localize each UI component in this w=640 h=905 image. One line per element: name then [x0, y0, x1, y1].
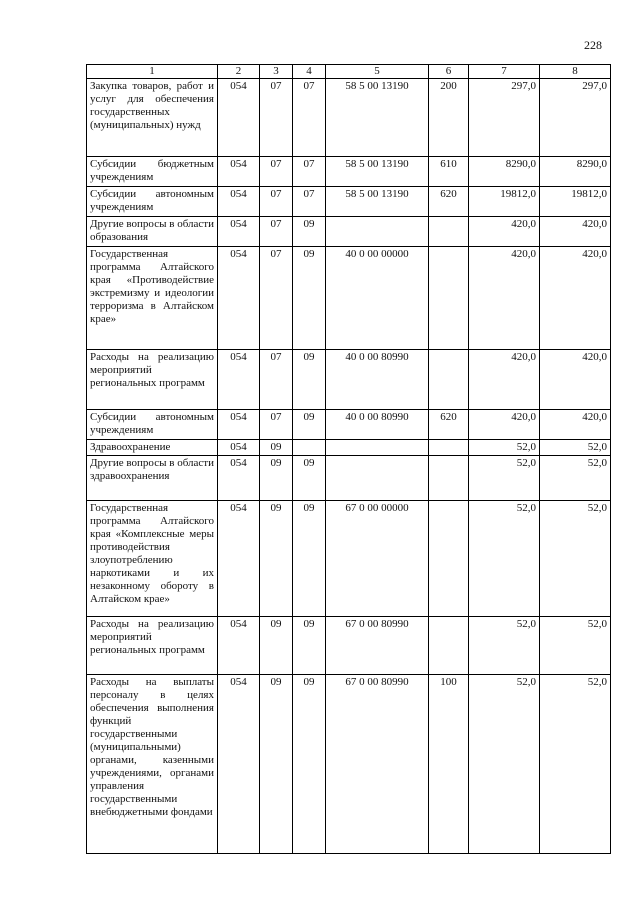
amount-2: 8290,0: [540, 157, 611, 187]
column-header: 5: [326, 65, 429, 79]
amount-2: 420,0: [540, 350, 611, 410]
section-code: 09: [260, 456, 293, 501]
column-header: 8: [540, 65, 611, 79]
expense-type-code: [429, 217, 469, 247]
target-article-code: 40 0 00 80990: [326, 350, 429, 410]
section-code: 07: [260, 79, 293, 157]
expense-type-code: 200: [429, 79, 469, 157]
table-row: [87, 79, 611, 157]
column-header: 1: [87, 65, 218, 79]
column-header: 7: [469, 65, 540, 79]
table-row: [87, 157, 611, 187]
amount-2: 52,0: [540, 456, 611, 501]
table-row: [87, 440, 611, 456]
item-name: Субсидии автономным учреждениям: [87, 187, 218, 217]
ministry-code: 054: [218, 501, 260, 617]
target-article-code: [326, 217, 429, 247]
ministry-code: 054: [218, 617, 260, 675]
expense-type-code: [429, 456, 469, 501]
amount-2: 52,0: [540, 675, 611, 854]
item-name: Государственная программа Алтайского края «Противодействие экстремизму и идеологии терроризма в Алтайском крае»: [87, 247, 218, 350]
section-code: 07: [260, 217, 293, 247]
amount-1: 420,0: [469, 247, 540, 350]
amount-2: 420,0: [540, 410, 611, 440]
subsection-code: 09: [293, 617, 326, 675]
ministry-code: 054: [218, 456, 260, 501]
target-article-code: [326, 456, 429, 501]
ministry-code: 054: [218, 247, 260, 350]
table-row: [87, 456, 611, 501]
expense-type-code: [429, 440, 469, 456]
ministry-code: 054: [218, 187, 260, 217]
page-number: 228: [584, 38, 602, 52]
table-row: [87, 187, 611, 217]
target-article-code: 67 0 00 80990: [326, 675, 429, 854]
expense-type-code: [429, 617, 469, 675]
amount-2: 52,0: [540, 501, 611, 617]
table-row: [87, 675, 611, 854]
amount-1: 52,0: [469, 456, 540, 501]
subsection-code: 09: [293, 350, 326, 410]
item-name: Другие вопросы в области образования: [87, 217, 218, 247]
amount-1: 52,0: [469, 501, 540, 617]
expense-type-code: [429, 247, 469, 350]
table-row: [87, 350, 611, 410]
ministry-code: 054: [218, 410, 260, 440]
expense-type-code: [429, 501, 469, 617]
subsection-code: 09: [293, 456, 326, 501]
column-header: 6: [429, 65, 469, 79]
section-code: 07: [260, 187, 293, 217]
column-header: 2: [218, 65, 260, 79]
amount-1: 420,0: [469, 217, 540, 247]
item-name: Субсидии автономным учреждениям: [87, 410, 218, 440]
ministry-code: 054: [218, 675, 260, 854]
amount-1: 420,0: [469, 410, 540, 440]
column-header: 4: [293, 65, 326, 79]
expense-type-code: 620: [429, 410, 469, 440]
amount-2: 420,0: [540, 217, 611, 247]
subsection-code: 09: [293, 247, 326, 350]
column-header: 3: [260, 65, 293, 79]
target-article-code: [326, 440, 429, 456]
table-row: [87, 617, 611, 675]
header-row: [87, 65, 611, 79]
subsection-code: [293, 440, 326, 456]
subsection-code: 07: [293, 79, 326, 157]
item-name: Расходы на реализацию мероприятий региональных программ: [87, 617, 218, 675]
expense-type-code: 610: [429, 157, 469, 187]
target-article-code: 40 0 00 00000: [326, 247, 429, 350]
ministry-code: 054: [218, 157, 260, 187]
section-code: 07: [260, 247, 293, 350]
target-article-code: 58 5 00 13190: [326, 157, 429, 187]
section-code: 07: [260, 157, 293, 187]
amount-1: 8290,0: [469, 157, 540, 187]
target-article-code: 67 0 00 00000: [326, 501, 429, 617]
section-code: 07: [260, 410, 293, 440]
target-article-code: 67 0 00 80990: [326, 617, 429, 675]
section-code: 09: [260, 617, 293, 675]
subsection-code: 09: [293, 410, 326, 440]
expense-type-code: 620: [429, 187, 469, 217]
item-name: Другие вопросы в области здравоохранения: [87, 456, 218, 501]
target-article-code: 58 5 00 13190: [326, 187, 429, 217]
amount-2: 52,0: [540, 440, 611, 456]
subsection-code: 09: [293, 501, 326, 617]
expense-type-code: [429, 350, 469, 410]
amount-1: 52,0: [469, 617, 540, 675]
amount-2: 297,0: [540, 79, 611, 157]
budget-table: [86, 64, 611, 854]
amount-2: 19812,0: [540, 187, 611, 217]
subsection-code: 09: [293, 675, 326, 854]
subsection-code: 07: [293, 187, 326, 217]
amount-2: 52,0: [540, 617, 611, 675]
table-row: [87, 501, 611, 617]
item-name: Расходы на выплаты персоналу в целях обеспечения выполнения функций государственными (муниципальными) органами, казенными учреждениями, органами управления государственными внебюджетными фондами: [87, 675, 218, 854]
subsection-code: 09: [293, 217, 326, 247]
section-code: 07: [260, 350, 293, 410]
amount-1: 52,0: [469, 675, 540, 854]
target-article-code: 40 0 00 80990: [326, 410, 429, 440]
expense-type-code: 100: [429, 675, 469, 854]
target-article-code: 58 5 00 13190: [326, 79, 429, 157]
item-name: Закупка товаров, работ и услуг для обеспечения государственных (муниципальных) нужд: [87, 79, 218, 157]
table-row: [87, 410, 611, 440]
amount-1: 420,0: [469, 350, 540, 410]
section-code: 09: [260, 501, 293, 617]
section-code: 09: [260, 675, 293, 854]
amount-1: 52,0: [469, 440, 540, 456]
ministry-code: 054: [218, 217, 260, 247]
item-name: Государственная программа Алтайского края «Комплексные меры противодействия злоупотреблению наркотиками и их незаконному обороту в Алтайском крае»: [87, 501, 218, 617]
item-name: Расходы на реализацию мероприятий региональных программ: [87, 350, 218, 410]
amount-1: 297,0: [469, 79, 540, 157]
ministry-code: 054: [218, 79, 260, 157]
ministry-code: 054: [218, 350, 260, 410]
amount-2: 420,0: [540, 247, 611, 350]
table-row: [87, 247, 611, 350]
item-name: Субсидии бюджетным учреждениям: [87, 157, 218, 187]
amount-1: 19812,0: [469, 187, 540, 217]
section-code: 09: [260, 440, 293, 456]
ministry-code: 054: [218, 440, 260, 456]
item-name: Здравоохранение: [87, 440, 218, 456]
table-row: [87, 217, 611, 247]
subsection-code: 07: [293, 157, 326, 187]
